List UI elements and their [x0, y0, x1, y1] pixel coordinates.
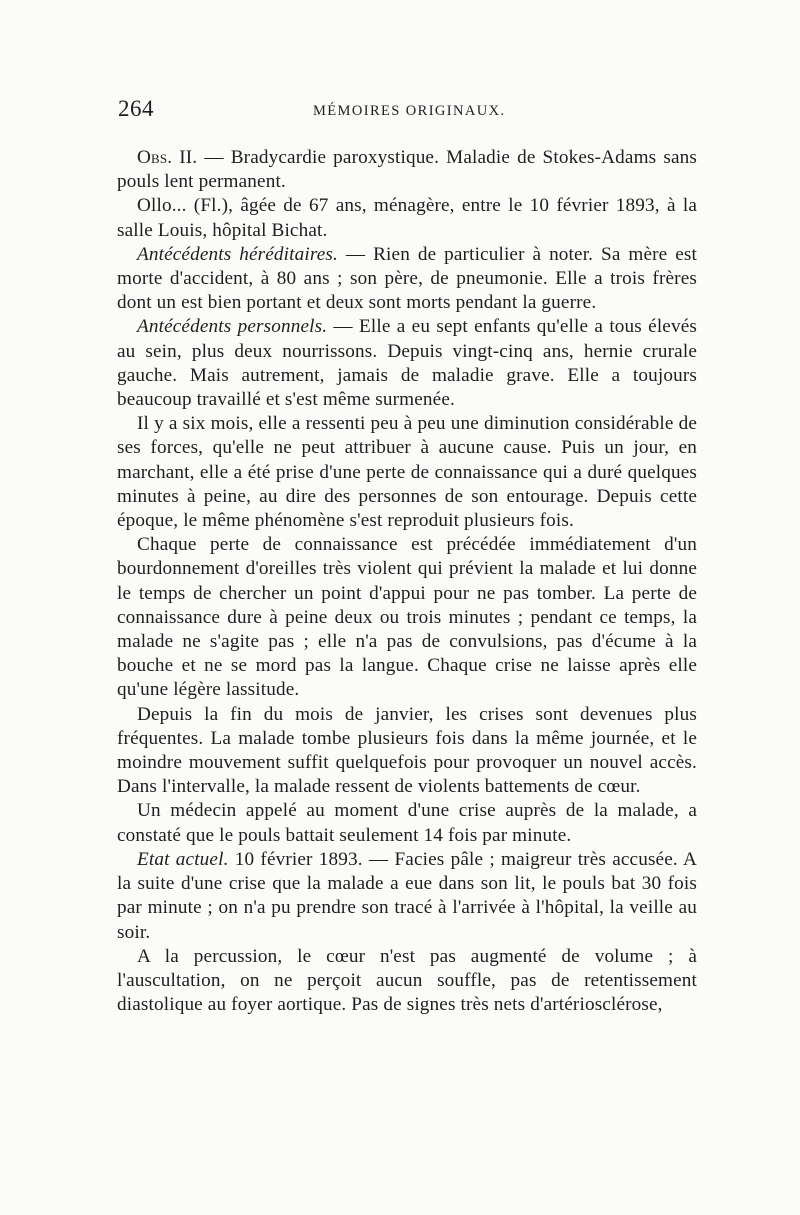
paragraph-patient-intro: Ollo... (Fl.), âgée de 67 ans, ménagère, entre le 10 février 1893, à la salle Louis, hôpital Bichat.: [117, 195, 697, 241]
page-header: [118, 96, 698, 126]
personal-history-label: Antécédents personnels.: [137, 316, 328, 338]
observation-title-text: — Bradycardie paroxystique. Maladie de Stokes-Adams sans pouls lent permanent.: [117, 147, 697, 193]
hereditary-history-text: — Rien de particulier à noter. Sa mère est morte d'accident, à 80 ans ; son père, de pneumonie. Elle a trois frères dont un est bien portant et deux sont morts pendant la guerre.: [117, 243, 697, 314]
paragraph-crisis-description: Chaque perte de connaissance est précédée immédiatement d'un bourdonnement d'oreilles très violent qui prévient la malade et lui donne le temps de chercher un point d'appui pour ne pas tomber. La perte de connaissance dure à peine deux ou trois minutes ; pendant ce temps, la malade ne s'agite pas ; elle n'a pas de convulsions, pas d'écume à la bouche et ne se mord pas la langue. Chaque crise ne laisse après elle qu'une légère lassitude.: [117, 534, 697, 701]
body-text: [117, 146, 697, 1017]
current-state-label: Etat actuel.: [137, 848, 229, 870]
paragraph-frequency: Depuis la fin du mois de janvier, les crises sont devenues plus fréquentes. La malade tombe plusieurs fois dans la même journée, et le moindre mouvement suffit quelquefois pour provoquer un nouvel accès. Dans l'intervalle, la malade ressent de violents battements de cœur.: [117, 703, 697, 798]
paragraph-hereditary-history: [117, 243, 697, 316]
paragraph-current-state: [117, 848, 697, 945]
paragraph-physician: Un médecin appelé au moment d'une crise auprès de la malade, a constaté que le pouls battait seulement 14 fois par minute.: [117, 800, 697, 846]
paragraph-observation-title: [117, 146, 697, 194]
paragraph-onset: Il y a six mois, elle a ressenti peu à peu une diminution considérable de ses forces, qu'elle ne peut attribuer à aucune cause. Puis un jour, en marchant, elle a été prise d'une perte de connaissance qui a duré quelques minutes à peine, au dire des personnes de son entourage. Depuis cette époque, le même phénomène s'est reproduit plusieurs fois.: [117, 413, 697, 532]
running-head: MÉMOIRES ORIGINAUX.: [313, 103, 506, 119]
hereditary-history-label: Antécédents héréditaires.: [137, 243, 338, 265]
page-number: 264: [118, 96, 154, 121]
observation-label: Obs. II.: [137, 147, 198, 168]
paragraph-personal-history: [117, 315, 697, 412]
current-state-text: 10 février 1893. — Facies pâle ; maigreur très accusée. A la suite d'une crise que la malade a eue dans son lit, le pouls bat 30 fois par minute ; on n'a pu prendre son tracé à l'arrivée à l'hôpital, la veille au soir.: [117, 848, 697, 943]
personal-history-text: — Elle a eu sept enfants qu'elle a tous élevés au sein, plus deux nourrissons. Depuis vingt-cinq ans, hernie crurale gauche. Mais autrement, jamais de maladie grave. Elle a toujours beaucoup travaillé et s'est même surmenée.: [117, 316, 697, 411]
paragraph-examination: A la percussion, le cœur n'est pas augmenté de volume ; à l'auscultation, on ne perçoit aucun souffle, pas de retentissement diastolique au foyer aortique. Pas de signes très nets d'artériosclérose,: [117, 945, 697, 1016]
